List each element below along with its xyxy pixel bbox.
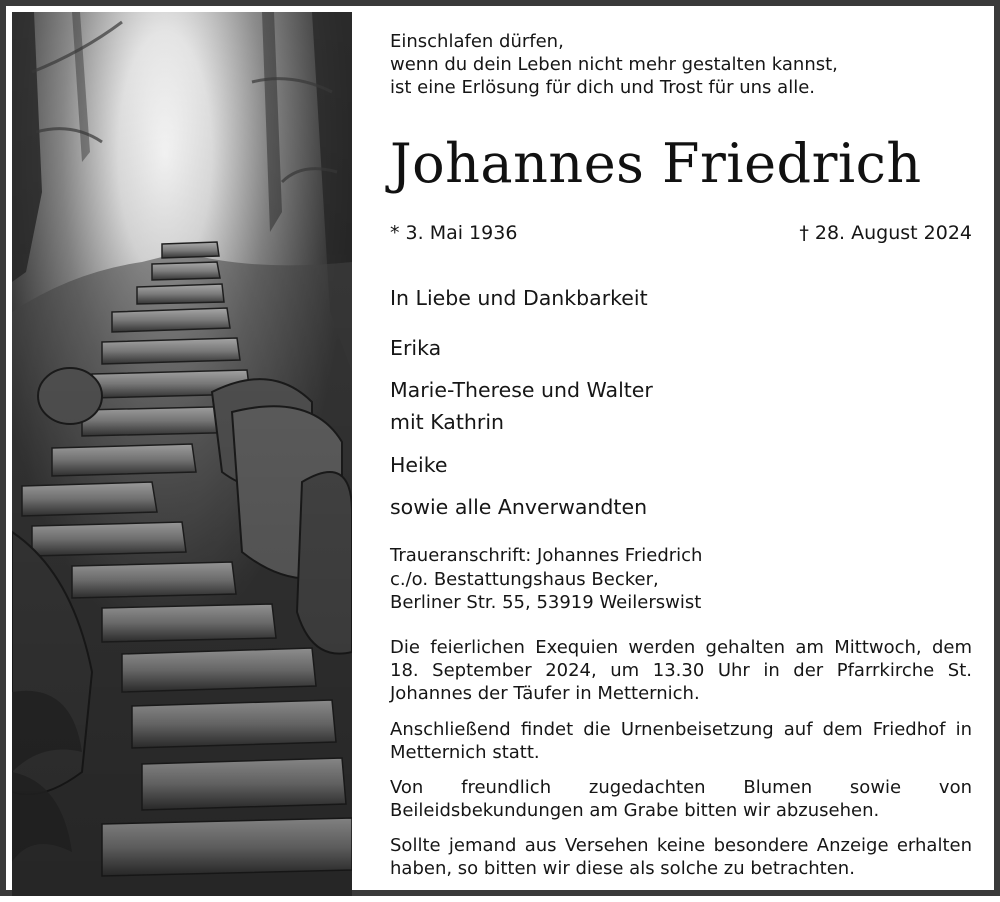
verse-line: ist eine Erlösung für dich und Trost für uns alle. bbox=[390, 77, 815, 98]
mourners-intro: In Liebe und Dankbarkeit bbox=[390, 286, 648, 310]
verse-line: wenn du dein Leben nicht mehr gestalten kannst, bbox=[390, 54, 838, 75]
mourner-name: Erika bbox=[390, 336, 442, 360]
forest-stairs-photo bbox=[12, 12, 352, 896]
birth-date: * 3. Mai 1936 bbox=[390, 222, 518, 244]
address-line: Berliner Str. 55, 53919 Weilerswist bbox=[390, 592, 702, 613]
notice-text bbox=[390, 6, 972, 902]
verse bbox=[390, 30, 838, 99]
verse-line: Einschlafen dürfen, bbox=[390, 31, 564, 52]
burial-paragraph: Anschließend findet die Urnenbeisetzung auf dem Friedhof in Metternich statt. bbox=[390, 719, 972, 763]
mourner-name: mit Kathrin bbox=[390, 410, 505, 434]
deceased-name: Johannes Friedrich bbox=[390, 132, 922, 195]
service-paragraph: Die feierlichen Exequien werden gehalten am Mittwoch, dem 18. September 2024, um 13.30 Uhr in der Pfarrkirche St. Johannes der Täufer in Metternich. bbox=[390, 637, 972, 704]
mourner-name: Heike bbox=[390, 453, 448, 477]
address-line: Traueranschrift: Johannes Friedrich bbox=[390, 545, 703, 566]
death-date: † 28. August 2024 bbox=[799, 222, 972, 244]
flowers-paragraph: Von freundlich zugedachten Blumen sowie von Beileidsbekundungen am Grabe bitten wir abzusehen. bbox=[390, 777, 972, 821]
mourner-name: sowie alle Anverwandten bbox=[390, 495, 648, 519]
stone-stairs-image bbox=[12, 12, 352, 896]
mourner-name: Marie-Therese und Walter bbox=[390, 378, 653, 402]
mourning-address bbox=[390, 544, 702, 615]
notice-paragraph: Sollte jemand aus Versehen keine besondere Anzeige erhalten haben, so bitten wir diese als solche zu betrachten. bbox=[390, 835, 972, 879]
address-line: c./o. Bestattungshaus Becker, bbox=[390, 568, 659, 590]
